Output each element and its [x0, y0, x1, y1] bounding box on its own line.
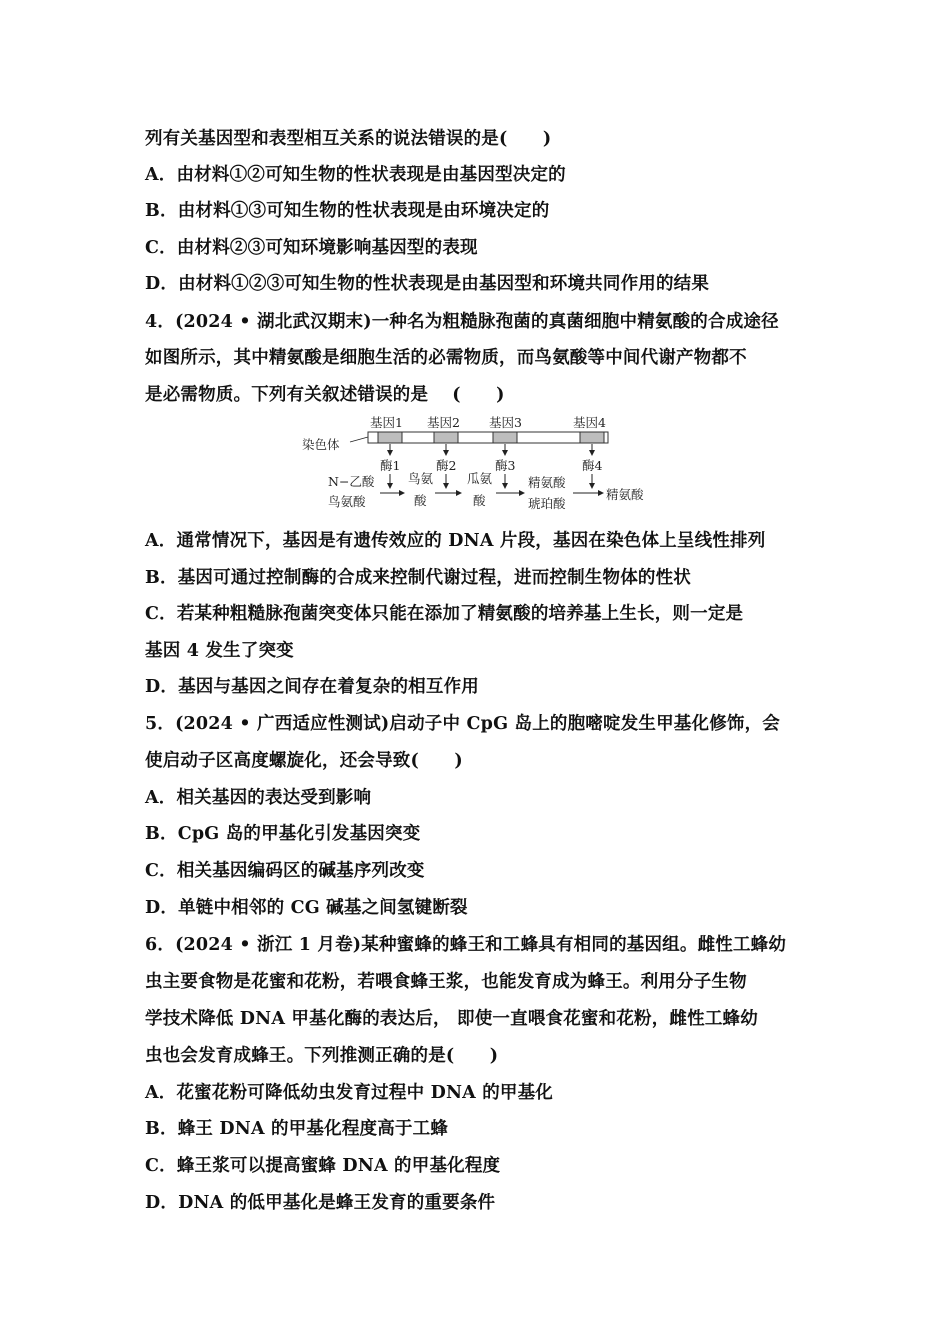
gene-4-label: 基因4 [573, 415, 606, 430]
q4-option-d: D．基因与基因之间存在着复杂的相互作用 [145, 677, 479, 697]
substance-citrulline-line-2: 酸 [473, 493, 486, 508]
substance-ornithine-line-1: 鸟氨 [408, 471, 434, 486]
substance-argininosuccinate-line-1: 精氨酸 [528, 475, 566, 490]
gene-1-label: 基因1 [370, 415, 403, 430]
question-6-stem-line-3: 学技术降低 DNA 甲基化酶的表达后， 即使一直喂食花蜜和花粉，雌性工蜂幼 [145, 1009, 758, 1029]
q4-option-c-line-2: 基因 4 发生了突变 [145, 641, 294, 661]
gene-4-segment [580, 432, 604, 443]
arginine-pathway-diagram [300, 412, 660, 520]
gene-3-label: 基因3 [489, 415, 522, 430]
substance-argininosuccinate-line-2: 琥珀酸 [528, 496, 566, 511]
substance-arginine: 精氨酸 [606, 487, 644, 502]
q4-option-a: A．通常情况下，基因是有遗传效应的 DNA 片段，基因在染色体上呈线性排列 [145, 531, 766, 551]
q3-option-b: B．由材料①③可知生物的性状表现是由环境决定的 [145, 201, 550, 221]
q5-option-b: B．CpG 岛的甲基化引发基因突变 [145, 824, 421, 844]
q5-option-d: D．单链中相邻的 CG 碱基之间氢键断裂 [145, 898, 468, 918]
question-4-stem-line-1: 4．(2024 • 湖北武汉期末)一种名为粗糙脉孢菌的真菌细胞中精氨酸的合成途径 [145, 312, 779, 332]
gene-3-segment [493, 432, 517, 443]
enzyme-3-label: 酶3 [495, 458, 516, 473]
q6-option-a: A．花蜜花粉可降低幼虫发育过程中 DNA 的甲基化 [145, 1083, 554, 1103]
chromosome-pointer-line [350, 437, 368, 442]
q6-option-c: C．蜂王浆可以提高蜜蜂 DNA 的甲基化程度 [145, 1156, 501, 1176]
question-6-stem-line-2: 虫主要食物是花蜜和花粉，若喂食蜂王浆，也能发育成为蜂王。利用分子生物 [145, 972, 747, 992]
q5-option-c: C．相关基因编码区的碱基序列改变 [145, 861, 425, 881]
q6-option-d: D．DNA 的低甲基化是蜂王发育的重要条件 [145, 1193, 496, 1213]
chromosome-bar [368, 432, 608, 443]
q4-option-b: B．基因可通过控制酶的合成来控制代谢过程，进而控制生物体的性状 [145, 568, 691, 588]
q5-option-a: A．相关基因的表达受到影响 [145, 788, 372, 808]
gene-2-segment [434, 432, 458, 443]
question-4-stem-line-2: 如图所示，其中精氨酸是细胞生活的必需物质，而鸟氨酸等中间代谢产物都不 [145, 348, 747, 368]
question-5-stem-line-1: 5．(2024 • 广西适应性测试)启动子中 CpG 岛上的胞嘧啶发生甲基化修饰，会 [145, 714, 781, 734]
chromosome-label: 染色体 [302, 437, 340, 452]
question-4-stem-line-3: 是必需物质。下列有关叙述错误的是 ( ) [145, 385, 505, 405]
q3-option-c: C．由材料②③可知环境影响基因型的表现 [145, 238, 478, 258]
question-6-stem-line-4: 虫也会发育成蜂王。下列推测正确的是( ) [145, 1046, 499, 1066]
question-6-stem-line-1: 6．(2024 • 浙江 1 月卷)某种蜜蜂的蜂王和工蜂具有相同的基因组。雌性工蜂幼 [145, 935, 787, 955]
enzyme-1-label: 酶1 [380, 458, 401, 473]
enzyme-2-label: 酶2 [436, 458, 457, 473]
substance-n-acetyl-line-1: N−乙酸 [328, 474, 375, 489]
substance-citrulline-line-1: 瓜氨 [467, 471, 493, 486]
question-3-stem-end: 列有关基因型和表型相互关系的说法错误的是( ) [145, 129, 552, 149]
q3-option-a: A．由材料①②可知生物的性状表现是由基因型决定的 [145, 165, 566, 185]
question-5-stem-line-2: 使启动子区高度螺旋化，还会导致( ) [145, 751, 463, 771]
gene-2-label: 基因2 [427, 415, 460, 430]
substance-n-acetyl-line-2: 鸟氨酸 [328, 494, 366, 509]
q4-option-c-line-1: C．若某种粗糙脉孢菌突变体只能在添加了精氨酸的培养基上生长，则一定是 [145, 604, 744, 624]
substance-ornithine-line-2: 酸 [414, 493, 427, 508]
enzyme-4-label: 酶4 [582, 458, 603, 473]
q6-option-b: B．蜂王 DNA 的甲基化程度高于工蜂 [145, 1119, 449, 1139]
gene-1-segment [378, 432, 402, 443]
q3-option-d: D．由材料①②③可知生物的性状表现是由基因型和环境共同作用的结果 [145, 274, 710, 294]
